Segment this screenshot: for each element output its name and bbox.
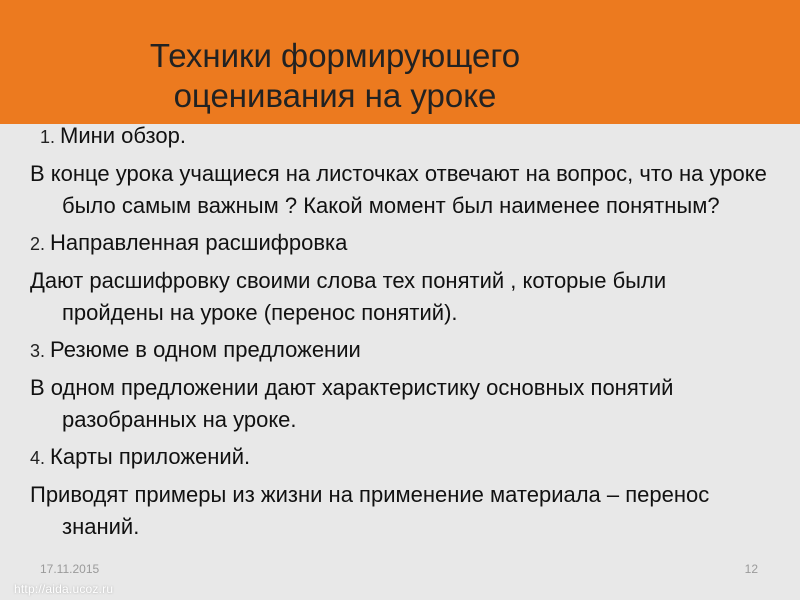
technique-title-1: Мини обзор. (60, 123, 186, 148)
watermark-url[interactable]: http://aida.ucoz.ru (14, 582, 114, 596)
technique-title-2: Направленная расшифровка (50, 230, 348, 255)
technique-number-3: 3. (30, 341, 51, 361)
technique-description-3: В одном предложении дают характеристику основных понятий разобранных на уроке. (30, 375, 674, 432)
title-line-2: оценивания на уроке (173, 77, 497, 114)
technique-number-1: 1. (40, 127, 61, 147)
technique-title-3: Резюме в одном предложении (50, 337, 361, 362)
footer-date: 17.11.2015 (40, 562, 100, 576)
technique-heading-4 (30, 441, 770, 474)
technique-number-2: 2. (30, 234, 51, 254)
technique-description-1: В конце урока учащиеся на листочках отвечают на вопрос, что на уроке было самым важным ? Какой момент был наименее понятным? (30, 161, 767, 218)
slide-number: 12 (744, 562, 758, 576)
technique-description-4: Приводят примеры из жизни на применение материала – перенос знаний. (30, 482, 710, 539)
title-line-1: Техники формирующего (149, 37, 521, 74)
slide-title (100, 36, 570, 116)
slide-content (30, 120, 770, 548)
technique-heading-3 (30, 334, 770, 367)
technique-heading-1 (30, 120, 770, 153)
technique-number-4: 4. (30, 448, 51, 468)
technique-heading-2 (30, 227, 770, 260)
technique-description-2: Дают расшифровку своими слова тех понятий , которые были пройдены на уроке (перенос понятий). (30, 268, 667, 325)
technique-title-4: Карты приложений. (50, 444, 251, 469)
